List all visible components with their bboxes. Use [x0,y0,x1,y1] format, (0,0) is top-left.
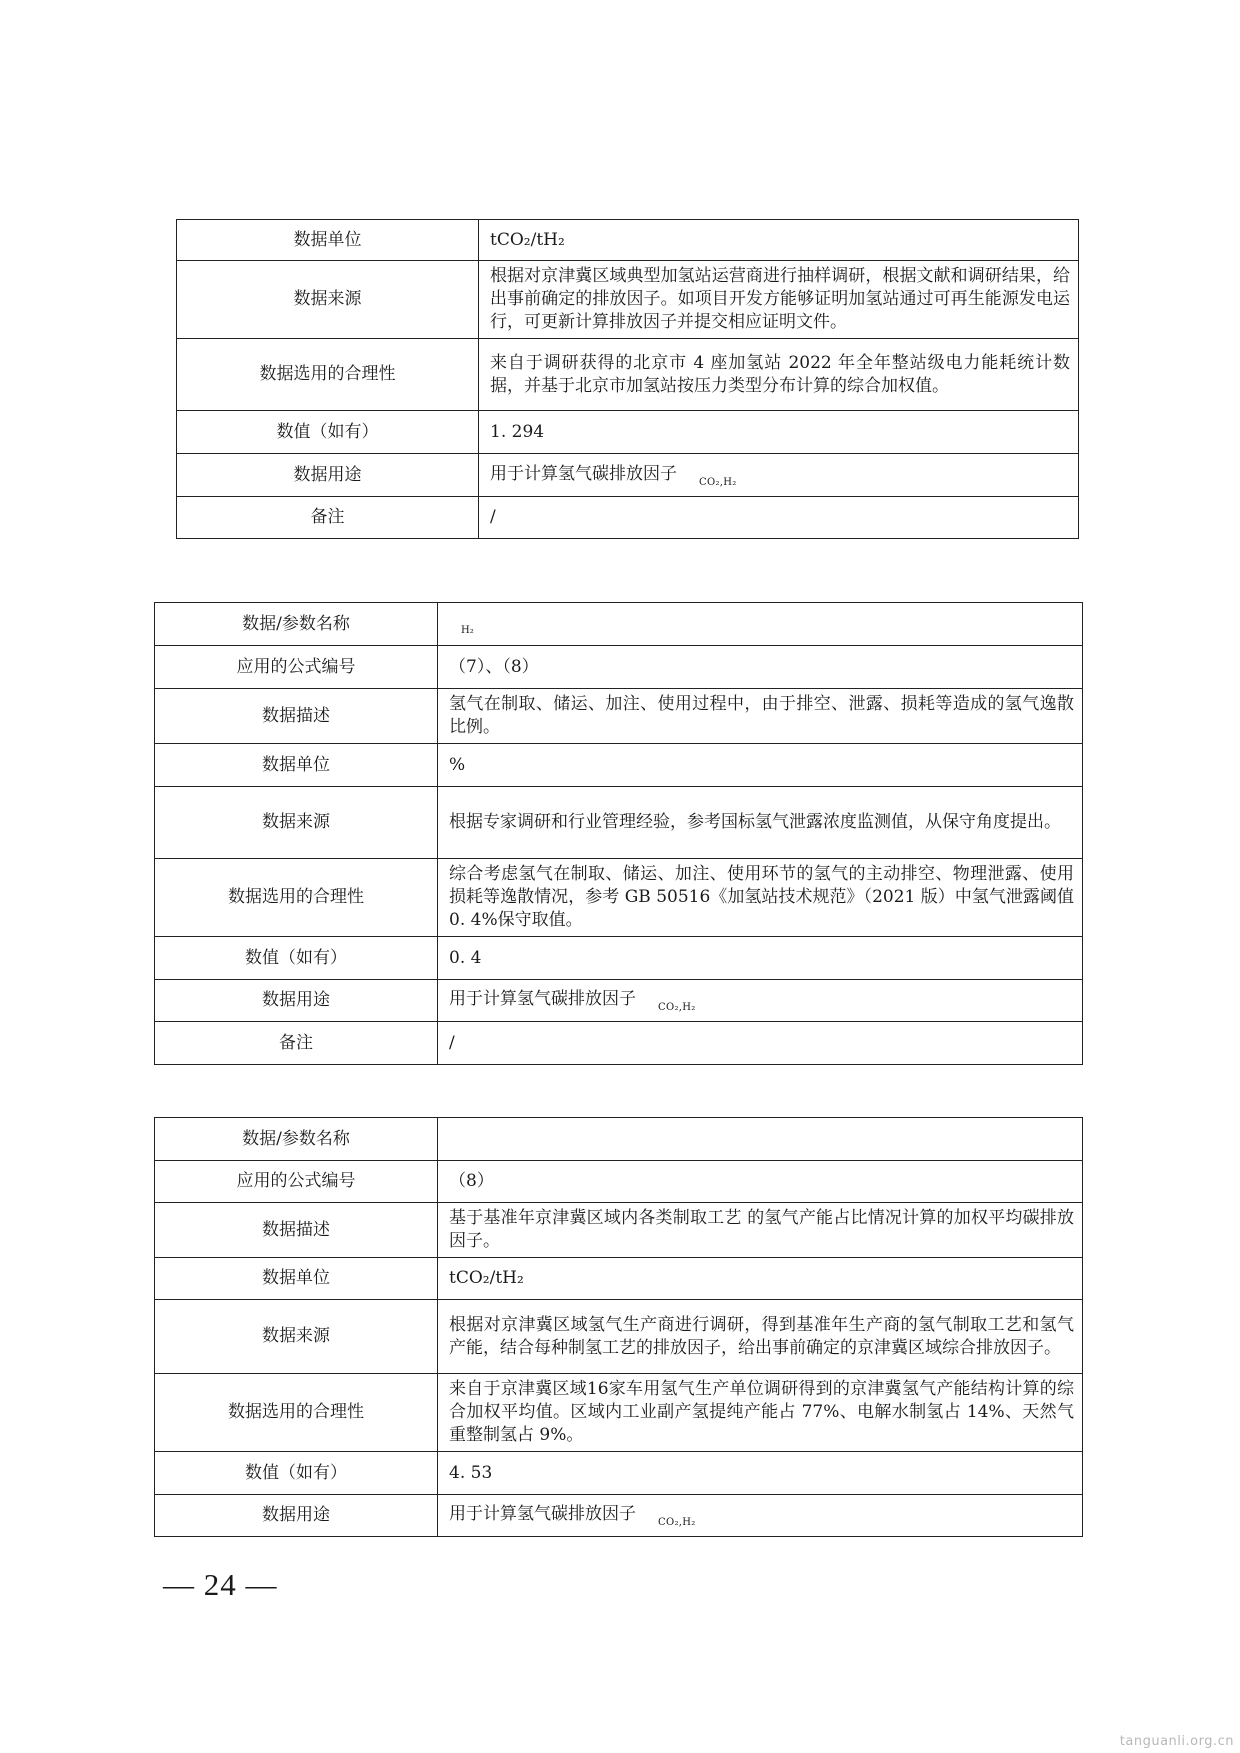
row-value: （8） [438,1161,1083,1203]
usage-text: 用于计算氢气碳排放因子 [490,463,677,484]
table-row [155,1452,1083,1495]
table-row [177,411,1079,454]
table-row [155,1495,1083,1537]
table-row [155,603,1083,646]
parameter-table-3 [154,1117,1083,1537]
table-row [155,787,1083,859]
row-value: 0. 4 [438,937,1083,980]
row-value: 氢气在制取、储运、加注、使用过程中，由于排空、泄露、损耗等造成的氢气逸散比例。 [438,689,1083,744]
row-value: 来自于调研获得的北京市 4 座加氢站 2022 年全年整站级电力能耗统计数据，并基于北京市加氢站按压力类型分布计算的综合加权值。 [479,339,1079,411]
table-row [155,1300,1083,1374]
usage-subscript: CO₂,H₂ [699,476,737,488]
row-value: 4. 53 [438,1452,1083,1495]
row-key: 数据选用的合理性 [155,1374,438,1452]
row-key: 数据描述 [155,1203,438,1258]
table-row [155,980,1083,1022]
row-key: 数据来源 [155,1300,438,1374]
table-row [155,937,1083,980]
row-key: 数值（如有） [177,411,479,454]
row-value: / [438,1022,1083,1065]
row-value-usage [479,454,1079,497]
table-row [155,689,1083,744]
row-value: 根据专家调研和行业管理经验，参考国标氢气泄露浓度监测值，从保守角度提出。 [438,787,1083,859]
row-key: 数据描述 [155,689,438,744]
row-key: 应用的公式编号 [155,646,438,689]
row-key: 数据单位 [177,220,479,261]
row-key: 数值（如有） [155,937,438,980]
row-key: 数据单位 [155,1258,438,1300]
table-row [177,339,1079,411]
table-row [155,1022,1083,1065]
table-row [155,1161,1083,1203]
parameter-symbol: H₂ [461,624,474,636]
row-key: 数据选用的合理性 [155,859,438,937]
row-key: 数据单位 [155,744,438,787]
table-row [155,1374,1083,1452]
table-row [155,744,1083,787]
row-value: 根据对京津冀区域典型加氢站运营商进行抽样调研，根据文献和调研结果，给出事前确定的排放因子。如项目开发方能够证明加氢站通过可再生能源发电运行，可更新计算排放因子并提交相应证明文件。 [479,261,1079,339]
row-key: 备注 [177,497,479,539]
row-key: 数据/参数名称 [155,1118,438,1161]
row-value: tCO₂/tH₂ [479,220,1079,261]
row-value: / [479,497,1079,539]
row-key: 数据来源 [177,261,479,339]
row-value: 综合考虑氢气在制取、储运、加注、使用环节的氢气的主动排空、物理泄露、使用损耗等逸散情况，参考 GB 50516《加氢站技术规范》（2021 版）中氢气泄露阈值 0. 4%保守取值。 [438,859,1083,937]
row-key: 数据用途 [155,980,438,1022]
row-key: 数据来源 [155,787,438,859]
row-key: 备注 [155,1022,438,1065]
table-row [155,1118,1083,1161]
row-key: 数据用途 [177,454,479,497]
table-row [155,859,1083,937]
row-value-symbol [438,603,1083,646]
row-key: 数据用途 [155,1495,438,1537]
table-row [155,646,1083,689]
row-value-usage [438,980,1083,1022]
table-row [177,454,1079,497]
table-row [155,1203,1083,1258]
usage-text: 用于计算氢气碳排放因子 [449,1504,636,1524]
row-key: 应用的公式编号 [155,1161,438,1203]
table-row [155,1258,1083,1300]
parameter-table-2 [154,602,1083,1065]
page-number: — 24 — [163,1567,278,1602]
row-value: （7）、（8） [438,646,1083,689]
parameter-table-1 [176,219,1079,539]
row-value: 基于基准年京津冀区域内各类制取工艺 的氢气产能占比情况计算的加权平均碳排放因子。 [438,1203,1083,1258]
row-value [438,1118,1083,1161]
row-value: 来自于京津冀区域16家车用氢气生产单位调研得到的京津冀氢气产能结构计算的综合加权平均值。区域内工业副产氢提纯产能占 77%、电解水制氢占 14%、天然气重整制氢占 9%。 [438,1374,1083,1452]
usage-subscript: CO₂,H₂ [658,1517,696,1528]
table-row [177,261,1079,339]
row-value-usage [438,1495,1083,1537]
row-value: % [438,744,1083,787]
usage-text: 用于计算氢气碳排放因子 [449,989,636,1009]
row-value: tCO₂/tH₂ [438,1258,1083,1300]
usage-subscript: CO₂,H₂ [658,1002,696,1013]
watermark: tanguanli.org.cn [1119,1734,1234,1749]
row-value: 1. 294 [479,411,1079,454]
row-key: 数据/参数名称 [155,603,438,646]
row-value: 根据对京津冀区域氢气生产商进行调研，得到基准年生产商的氢气制取工艺和氢气产能，结合每种制氢工艺的排放因子，给出事前确定的京津冀区域综合排放因子。 [438,1300,1083,1374]
row-key: 数值（如有） [155,1452,438,1495]
table-row [177,220,1079,261]
row-key: 数据选用的合理性 [177,339,479,411]
table-row [177,497,1079,539]
